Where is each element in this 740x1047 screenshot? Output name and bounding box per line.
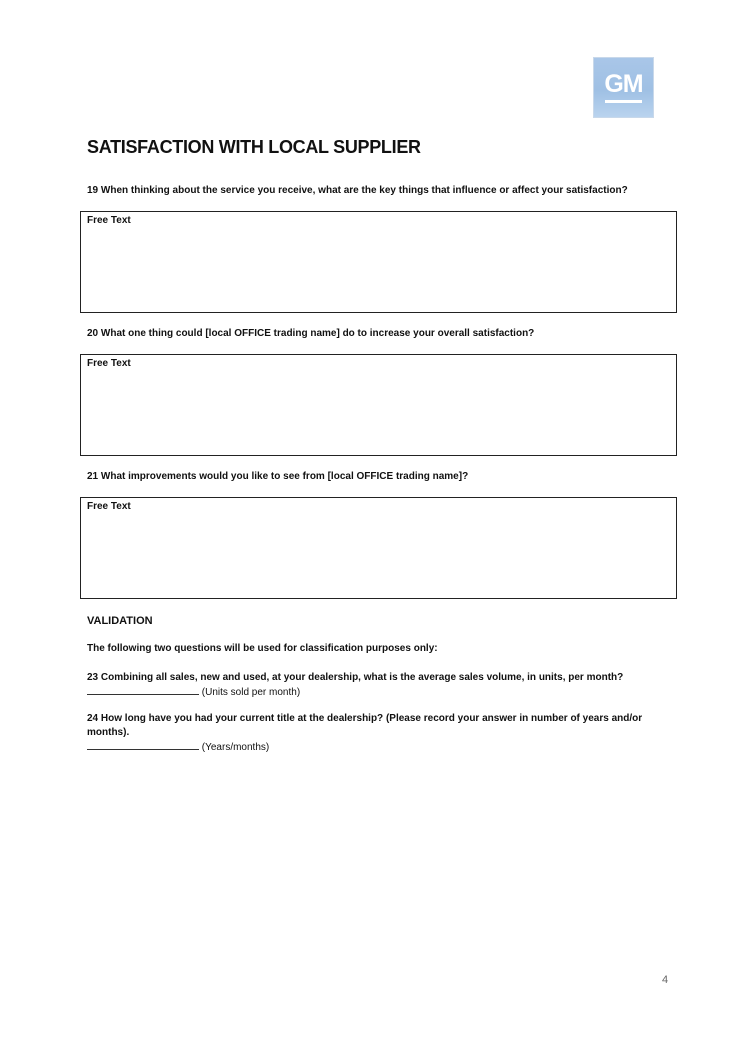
- validation-heading: VALIDATION: [87, 615, 153, 627]
- answer-box-19-label: Free Text: [87, 215, 131, 226]
- gm-logo-underline: [605, 100, 642, 103]
- question-19: 19 When thinking about the service you receive, what are the key things that influence or affect your satisfaction?: [87, 185, 628, 196]
- question-24-unit: (Years/months): [201, 742, 270, 753]
- page-title: SATISFACTION WITH LOCAL SUPPLIER: [87, 137, 421, 157]
- question-20: 20 What one thing could [local OFFICE trading name] do to increase your overall satisfaction?: [87, 328, 535, 339]
- gm-logo-text: GM: [604, 70, 643, 98]
- question-24-blank[interactable]: [87, 740, 199, 750]
- answer-box-20-label: Free Text: [87, 358, 131, 369]
- question-24: 24 How long have you had your current title at the dealership? (Please record your answer in number of years and/or months).: [87, 713, 643, 738]
- gm-logo: [593, 57, 654, 118]
- page-number: 4: [662, 974, 669, 986]
- question-23-answer-line: [87, 685, 300, 698]
- validation-intro: The following two questions will be used for classification purposes only:: [87, 643, 438, 654]
- question-21: 21 What improvements would you like to see from [local OFFICE trading name]?: [87, 471, 469, 482]
- question-23-blank[interactable]: [87, 685, 199, 695]
- answer-box-20[interactable]: [80, 354, 677, 456]
- question-24-answer-line: [87, 740, 269, 753]
- answer-box-19[interactable]: [80, 211, 677, 313]
- answer-box-21-label: Free Text: [87, 501, 131, 512]
- question-23: 23 Combining all sales, new and used, at your dealership, what is the average sales volume, in units, per month?: [87, 672, 624, 683]
- answer-box-21[interactable]: [80, 497, 677, 599]
- question-23-unit: (Units sold per month): [201, 687, 301, 698]
